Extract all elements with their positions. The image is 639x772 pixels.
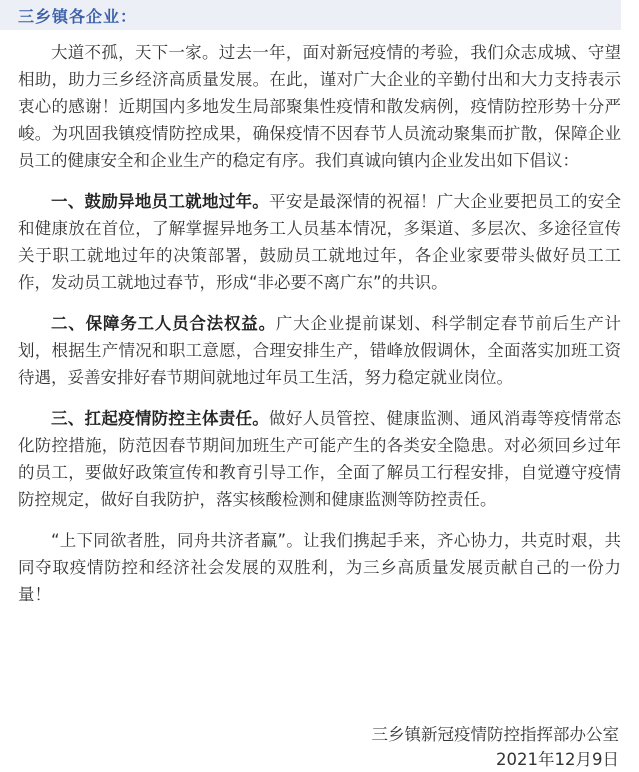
item-1-body: 平安是最深情的祝福！广大企业要把员工的安全和健康放在首位，了解掌握异地务工人员基本情况，多渠道、多层次、多途径宣传关于职工就地过年的决策部署，鼓励员工就地过年，各企业家要带头做好员工工作，发动员工就地过春节，形成“非必要不离广东”的共识。	[18, 192, 622, 292]
item-2-body: 广大企业提前谋划、科学制定春节前后生产计划，根据生产情况和职工意愿，合理安排生产，错峰放假调休，全面落实加班工资待遇，妥善安排好春节期间就地过年员工生活，努力稳定就业岗位。	[18, 314, 621, 387]
signature-block	[372, 722, 620, 772]
item-2-heading: 二、保障务工人员合法权益。	[51, 314, 276, 333]
item-3-heading: 三、扛起疫情防控主体责任。	[51, 409, 270, 428]
greeting-bar	[0, 0, 621, 30]
signature-office: 三乡镇新冠疫情防控指挥部办公室	[371, 725, 619, 744]
signature-date: 2021年12月9日	[496, 750, 619, 769]
item-1-heading: 一、鼓励异地员工就地过年。	[51, 192, 270, 211]
item-3-paragraph	[18, 405, 621, 513]
closing-paragraph: “上下同欲者胜，同舟共济者赢”。让我们携起手来，齐心协力，共克时艰，共同夺取疫情防控和经济社会发展的双胜利，为三乡高质量发展贡献自己的一份力量！	[18, 531, 621, 604]
item-1-paragraph	[18, 188, 621, 296]
greeting: 三乡镇各企业：	[18, 6, 138, 26]
intro-paragraph: 大道不孤，天下一家。过去一年，面对新冠疫情的考验，我们众志成城、守望相助，助力三乡经济高质量发展。在此，谨对广大企业的辛勤付出和大力支持表示衷心的感谢！近期国内多地发生局部聚集性疫情和散发病例，疫情防控形势十分严峻。为巩固我镇疫情防控成果，确保疫情不因春节人员流动聚集而扩散，保障企业员工的健康安全和企业生产的稳定有序。我们真诚向镇内企业发出如下倡议：	[18, 43, 621, 170]
item-3-body: 做好人员管控、健康监测、通风消毒等疫情常态化防控措施，防范因春节期间加班生产可能产生的各类安全隐患。对必须回乡过年的员工，要做好政策宣传和教育引导工作，全面了解员工行程安排，自觉遵守疫情防控规定，做好自我防护，落实核酸检测和健康监测等防控责任。	[18, 409, 622, 509]
item-2-paragraph	[18, 310, 621, 391]
